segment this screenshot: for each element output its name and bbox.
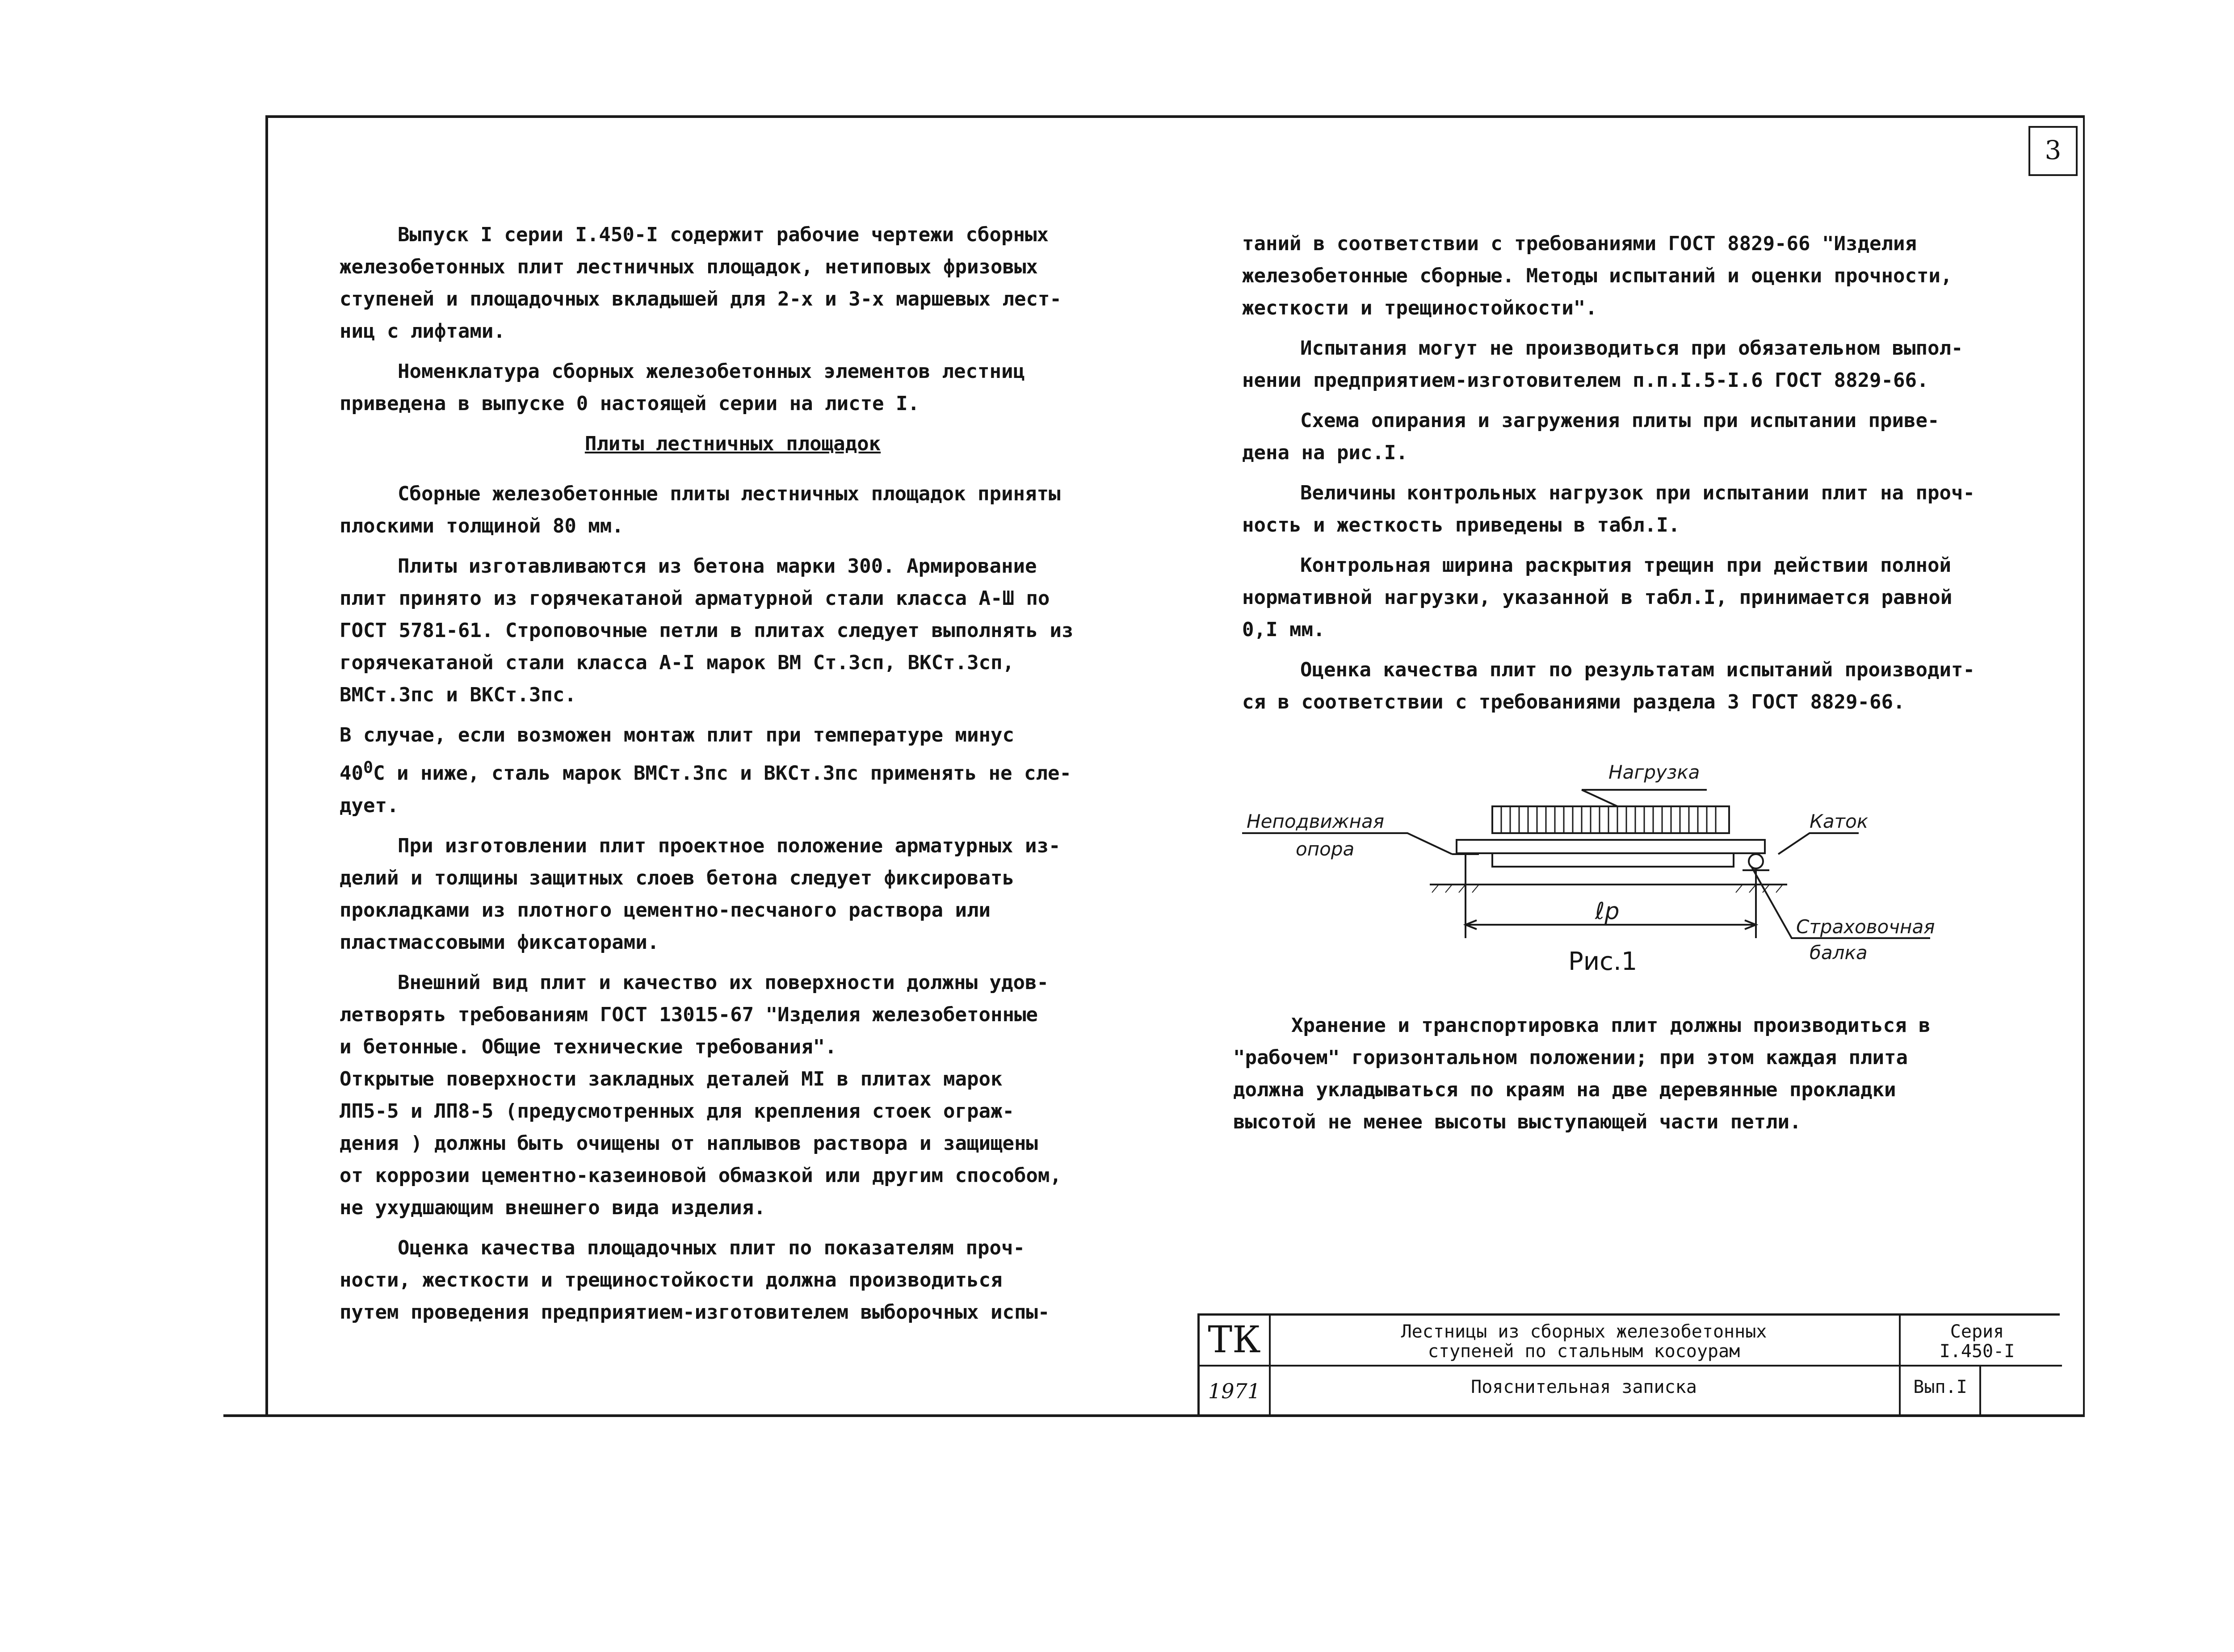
issue-number: Вып.I (1913, 1377, 1967, 1397)
paragraph-tests-gost: таний в соответствии с требованиями ГОСТ 8829-66 "Изделия железобетонные сборные. Методы испытаний и оценки прочности, жесткости и трещиностойкости". (1242, 232, 1953, 319)
paragraph-tests-optional: Испытания могут не производиться при обязательном выпол- нении предприятием-изготовителем п.п.I.5-I.6 ГОСТ 8829-66. (1242, 337, 1963, 392)
right-column-lower (1233, 1010, 2020, 1146)
paragraph-embedded-parts: Открытые поверхности закладных деталей МI в плитах марок ЛП5-5 и ЛП8-5 (предусмотренных для крепления стоек ограж- дения ) должны быть очищены от наплывов раствора и защищены от коррозии цементно-казеиновой обмазкой или другим способом, не ухудшающим внешнего вида изделия. (340, 1067, 1062, 1219)
paragraph-storage: Хранение и транспортировка плит должны производиться в "рабочем" горизонтальном положении; при этом каждая плита должна укладываться по краям на две деревянные прокладки высотой не менее высоты выступающей части петли. (1233, 1014, 1931, 1133)
roller-label: Каток (1810, 810, 1869, 832)
title-block-vline-3 (1979, 1365, 1981, 1417)
paragraph-evaluation: Оценка качества плит по результатам испытаний производит- ся в соответствии с требованиями раздела 3 ГОСТ 8829-66. (1242, 658, 1975, 713)
paragraph-fabrication: При изготовлении плит проектное положение арматурных из- делий и толщины защитных слоев бетона следует фиксировать прокладками из плотного цементно-песчаного раствора или пластмассовыми фиксаторами. (340, 834, 1061, 954)
series-value: I.450-I (1939, 1341, 2015, 1362)
temperature-rest: С и ниже, сталь марок ВМСт.3пс и ВКСт.3пс применять не сле- дует. (340, 762, 1071, 817)
document-title-line1: Лестницы из сборных железобетонных (1401, 1321, 1767, 1342)
page-number: 3 (2028, 126, 2078, 176)
left-column (340, 219, 1126, 1337)
span-label: ℓр (1595, 898, 1620, 925)
paragraph-nomenclature: Номенклатура сборных железобетонных элементов лестниц приведена в выпуске 0 настоящей серии на листе I. (340, 360, 1025, 415)
temperature-line1: В случае, если возможен монтаж плит при температуре минус (340, 724, 1014, 746)
degree-sup: 0 (363, 758, 374, 777)
paragraph-appearance: Внешний вид плит и качество их поверхности должны удов- летворять требованиям ГОСТ 13015-67 "Изделия железобетонные и бетонные. Общие технические требования". (340, 971, 1049, 1058)
title-block-vline-1 (1269, 1316, 1271, 1417)
paragraph-concrete: Плиты изготавливаются из бетона марки 300. Армирование плит принято из горячекатаной арматурной стали класса А-Ш по ГОСТ 5781-61. Строповочные петли в плитах следует выполнять из горячекатаной стали класса А-I марок ВМ Ст.3сп, ВКСт.3сп, ВМСт.3пс и ВКСт.3пс. (340, 555, 1074, 706)
year: 1971 (1208, 1379, 1261, 1403)
document-subtitle: Пояснительная записка (1471, 1377, 1697, 1397)
fixed-support-label: Неподвижная (1247, 810, 1384, 832)
document-title-line2: ступеней по стальным косоурам (1428, 1341, 1740, 1362)
paragraph-temperature (340, 719, 1126, 822)
safety-beam-label-2: балка (1810, 942, 1868, 964)
bottom-rule (223, 1414, 2085, 1417)
paragraph-intro: Выпуск I серии I.450-I содержит рабочие чертежи сборных железобетонных плит лестничных площадок, нетиповых фризовых ступеней и площадочных вкладышей для 2-х и 3-х маршевых лест- ниц с лифтами. (340, 223, 1062, 343)
safety-beam-label: Страховочная (1796, 916, 1935, 938)
paragraph-scheme: Схема опирания и загружения плиты при испытании приве- дена на рис.I. (1242, 409, 1940, 464)
figure-caption: Рис.1 (1568, 947, 1638, 976)
figure-1 (1242, 751, 1975, 992)
right-column (1242, 228, 2011, 726)
series-label: Серия (1950, 1321, 2004, 1342)
title-block-vline-2 (1899, 1316, 1901, 1417)
title-block-divider (1200, 1365, 2062, 1367)
section-heading: Плиты лестничных площадок (584, 432, 881, 455)
paragraph-cracks: Контрольная ширина раскрытия трещин при действии полной нормативной нагрузки, указанной в табл.I, принимается равной 0,I мм. (1242, 554, 1953, 641)
paragraph-quality: Оценка качества площадочных плит по показателям проч- ности, жесткости и трещиностойкости должна производиться путем проведения предприятием-изготовителем выборочных испы- (340, 1236, 1050, 1324)
fixed-support-label-2: опора (1296, 838, 1355, 860)
load-label: Нагрузка (1608, 761, 1700, 783)
org-code: ТК (1208, 1319, 1261, 1361)
series-info (1901, 1322, 2053, 1361)
title-block (1197, 1313, 2060, 1414)
paragraph-thickness: Сборные железобетонные плиты лестничных площадок приняты плоскими толщиной 80 мм. (340, 482, 1061, 537)
paragraph-loads: Величины контрольных нагрузок при испытании плит на проч- ность и жесткость приведены в табл.I. (1242, 482, 1975, 537)
temperature-value: 40 (340, 762, 363, 785)
document-title (1271, 1322, 1897, 1361)
